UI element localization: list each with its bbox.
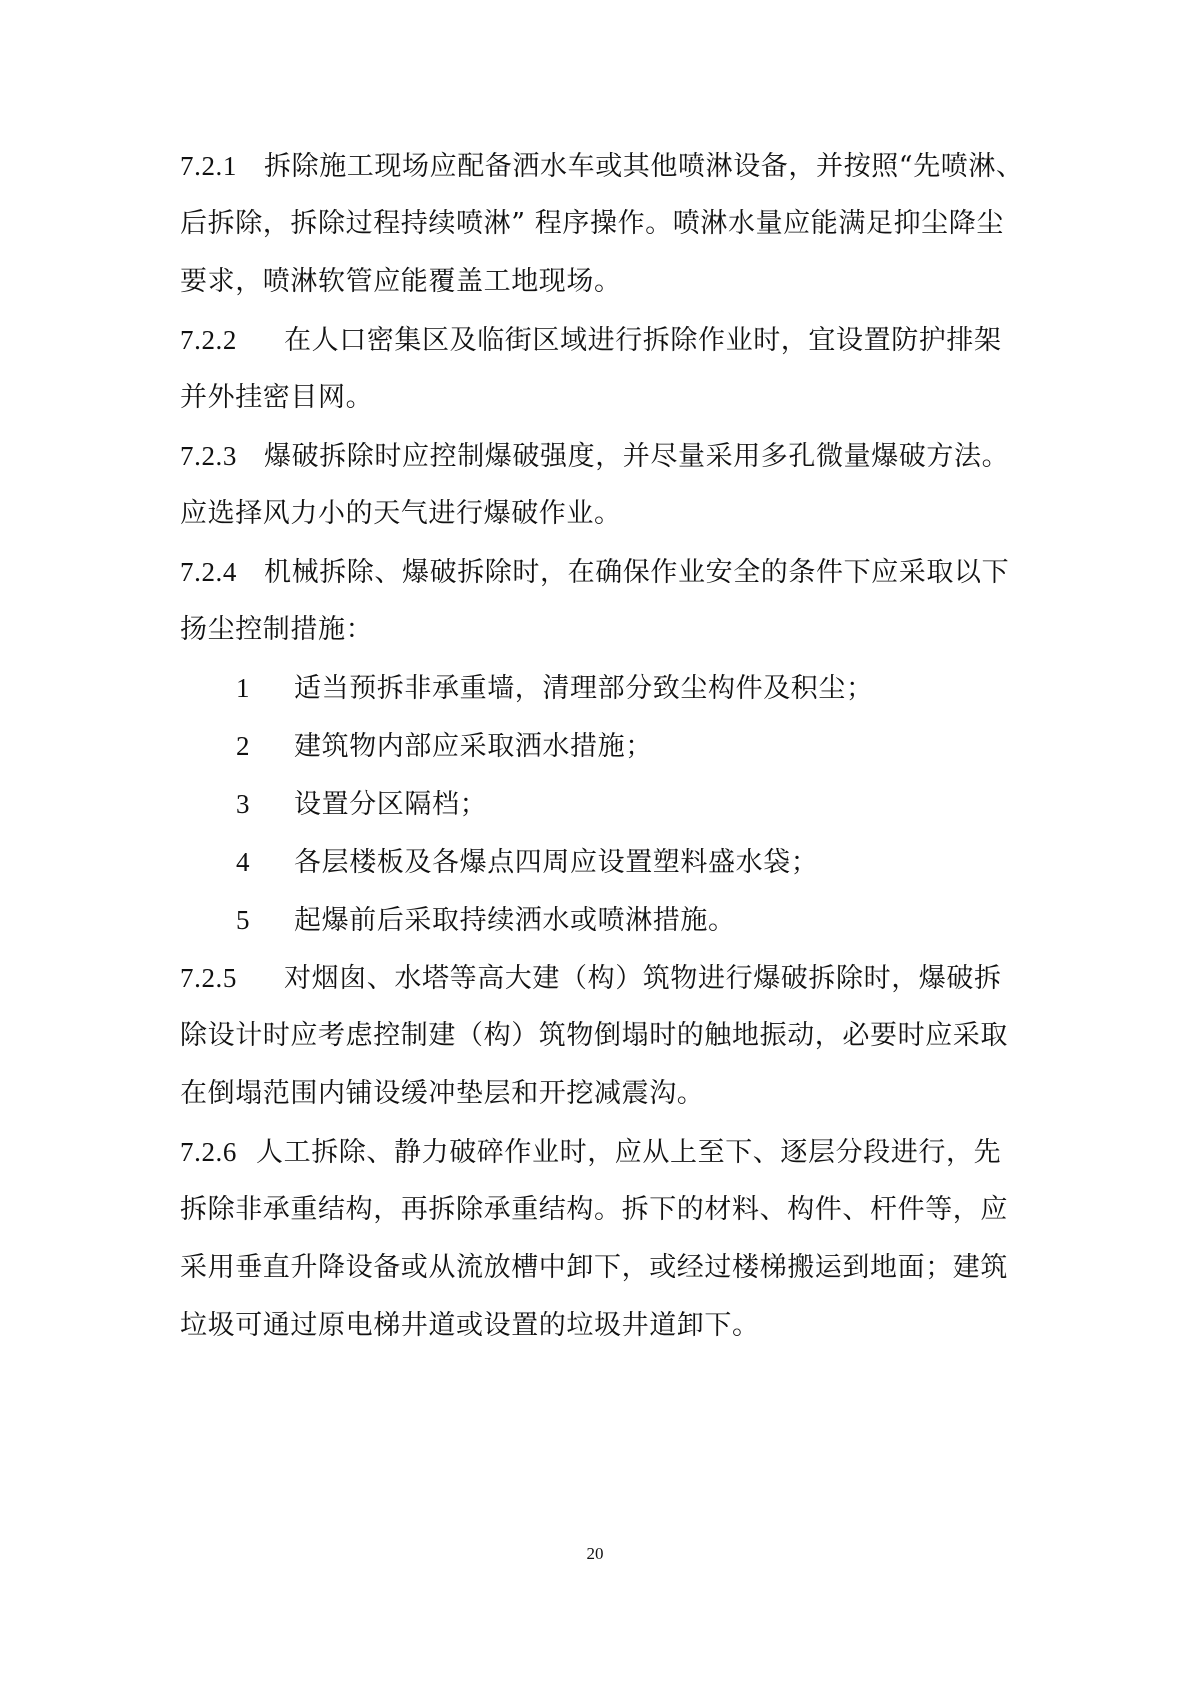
list-item-number: 5	[236, 905, 251, 935]
clause-number: 7.2.2	[180, 325, 237, 355]
list-item-text: 适当预拆非承重墙，清理部分致尘构件及积尘；	[294, 673, 874, 704]
clause-7-2-2-line-2: 并外挂密目网。	[180, 382, 374, 413]
clause-text: 人工拆除、静力破碎作业时，应从上至下、逐层分段进行，先	[256, 1137, 1002, 1168]
list-item-number: 2	[236, 731, 251, 761]
list-item-text: 起爆前后采取持续洒水或喷淋措施。	[294, 905, 736, 936]
list-item	[236, 786, 487, 823]
list-item-number: 1	[236, 673, 251, 703]
clause-7-2-1-line-3: 要求，喷淋软管应能覆盖工地现场。	[180, 266, 622, 297]
list-item	[236, 902, 736, 939]
clause-text: 机械拆除、爆破拆除时，在确保作业安全的条件下应采取以下	[264, 557, 1010, 588]
list-item	[236, 728, 653, 765]
clause-7-2-6-line-3: 采用垂直升降设备或从流放槽中卸下，或经过楼梯搬运到地面；建筑	[180, 1252, 1008, 1283]
clause-7-2-5-line-1	[180, 960, 1002, 997]
clause-7-2-1-line-1	[180, 148, 1024, 185]
clause-text: 爆破拆除时应控制爆破强度，并尽量采用多孔微量爆破方法。	[264, 441, 1010, 472]
clause-text: 拆除施工现场应配备洒水车或其他喷淋设备，并按照“先喷淋、	[264, 151, 1024, 182]
list-item-text: 建筑物内部应采取洒水措施；	[294, 731, 653, 762]
clause-7-2-5-line-2: 除设计时应考虑控制建（构）筑物倒塌时的触地振动，必要时应采取	[180, 1020, 1008, 1051]
list-item-number: 3	[236, 789, 251, 819]
clause-7-2-4-line-2: 扬尘控制措施：	[180, 614, 374, 645]
list-item-number: 4	[236, 847, 251, 877]
clause-7-2-6-line-2: 拆除非承重结构，再拆除承重结构。拆下的材料、构件、杆件等，应	[180, 1194, 1008, 1225]
clause-text: 对烟囱、水塔等高大建（构）筑物进行爆破拆除时，爆破拆	[284, 963, 1002, 994]
list-item	[236, 844, 818, 881]
clause-7-2-5-line-3: 在倒塌范围内铺设缓冲垫层和开挖减震沟。	[180, 1078, 705, 1109]
clause-7-2-4-line-1	[180, 554, 1009, 591]
clause-number: 7.2.3	[180, 441, 237, 471]
clause-7-2-1-line-2: 后拆除，拆除过程持续喷淋” 程序操作。喷淋水量应能满足抑尘降尘	[180, 208, 1004, 239]
clause-number: 7.2.4	[180, 557, 237, 587]
clause-text: 在人口密集区及临街区域进行拆除作业时，宜设置防护排架	[284, 325, 1002, 356]
clause-number: 7.2.6	[180, 1137, 237, 1167]
list-item-text: 设置分区隔档；	[294, 789, 488, 820]
clause-7-2-2-line-1	[180, 322, 1002, 359]
list-item-text: 各层楼板及各爆点四周应设置塑料盛水袋；	[294, 847, 819, 878]
list-item	[236, 670, 874, 707]
clause-7-2-3-line-1	[180, 438, 1009, 475]
clause-number: 7.2.5	[180, 963, 237, 993]
clause-7-2-3-line-2: 应选择风力小的天气进行爆破作业。	[180, 498, 622, 529]
clause-7-2-6-line-4: 垃圾可通过原电梯井道或设置的垃圾井道卸下。	[180, 1310, 760, 1341]
clause-7-2-6-line-1	[180, 1134, 1001, 1171]
page-number: 20	[586, 1544, 604, 1563]
clause-number: 7.2.1	[180, 151, 237, 181]
